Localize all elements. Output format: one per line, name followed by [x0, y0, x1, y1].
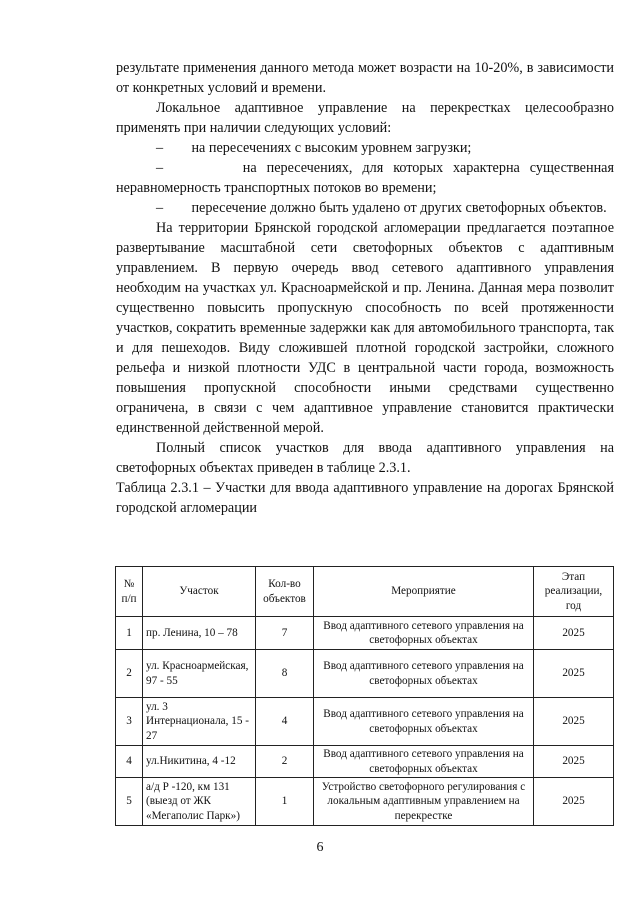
cell-stage: 2025: [534, 746, 614, 778]
cell-stage: 2025: [534, 778, 614, 826]
header-site: Участок: [143, 567, 256, 617]
paragraph-2: Локальное адаптивное управление на перекрестках целесообразно применять при наличии следующих условий:: [116, 100, 614, 136]
paragraph-1: результате применения данного метода может возрасти на 10-20%, в зависимости от конкретных условий и времени.: [116, 60, 614, 96]
cell-measure: Устройство светофорного регулирования с локальным адаптивным управлением на перекрестке: [314, 778, 534, 826]
cell-site: ул.Никитина, 4 -12: [143, 746, 256, 778]
cell-measure: Ввод адаптивного сетевого управления на светофорных объектах: [314, 617, 534, 650]
cell-measure: Ввод адаптивного сетевого управления на светофорных объектах: [314, 746, 534, 778]
cell-site: ул. 3 Интернационала, 15 - 27: [143, 698, 256, 746]
table-caption: Таблица 2.3.1 – Участки для ввода адаптивного управление на дорогах Брянской городской агломерации: [116, 480, 614, 516]
cell-num: 5: [116, 778, 143, 826]
cell-count: 2: [256, 746, 314, 778]
cell-num: 4: [116, 746, 143, 778]
cell-count: 8: [256, 650, 314, 698]
page-number: 6: [316, 840, 324, 855]
header-count: Кол-во объектов: [256, 567, 314, 617]
table-row: [116, 650, 614, 698]
measures-table: [115, 566, 614, 826]
cell-site: ул. Красноармейская, 97 - 55: [143, 650, 256, 698]
cell-count: 7: [256, 617, 314, 650]
paragraph-4: Полный список участков для ввода адаптивного управления на светофорных объектах приведен в таблице 2.3.1.: [116, 440, 614, 476]
table-row: [116, 746, 614, 778]
cell-stage: 2025: [534, 650, 614, 698]
cell-measure: Ввод адаптивного сетевого управления на светофорных объектах: [314, 698, 534, 746]
cell-stage: 2025: [534, 698, 614, 746]
bullet-3: – пересечение должно быть удалено от других светофорных объектов.: [156, 200, 607, 216]
table-row: [116, 778, 614, 826]
cell-num: 2: [116, 650, 143, 698]
cell-num: 3: [116, 698, 143, 746]
cell-stage: 2025: [534, 617, 614, 650]
cell-measure: Ввод адаптивного сетевого управления на светофорных объектах: [314, 650, 534, 698]
table-row: [116, 698, 614, 746]
header-stage: Этап реализации, год: [534, 567, 614, 617]
table-header-row: [116, 567, 614, 617]
bullet-2: – на пересечениях, для которых характерна существенная неравномерность транспортных потоков во времени;: [116, 160, 614, 196]
table-row: [116, 617, 614, 650]
body-text: [116, 58, 614, 518]
header-measure: Мероприятие: [314, 567, 534, 617]
cell-site: пр. Ленина, 10 – 78: [143, 617, 256, 650]
header-num: № п/п: [116, 567, 143, 617]
cell-count: 4: [256, 698, 314, 746]
cell-num: 1: [116, 617, 143, 650]
bullet-1: – на пересечениях с высоким уровнем загрузки;: [156, 140, 472, 156]
cell-site: а/д Р -120, км 131 (выезд от ЖК «Мегаполис Парк»): [143, 778, 256, 826]
paragraph-3: На территории Брянской городской агломерации предлагается поэтапное развертывание масштабной сети светофорных объектов с адаптивным управлением. В первую очередь ввод сетевого адаптивного управления необходим на участках ул. Красноармейской и пр. Ленина. Данная мера позволит существенно повысить пропускную способность по всей протяженности участков, сократить временные задержки как для автомобильного транспорта, так и для пешеходов. Виду сложившей плотной городской застройки, сложного рельефа и низкой плотности УДС в центральной части города, возможность повышения пропускной способности иными средствами существенно ограничена, в связи с чем адаптивное управление становится практически единственной действенной мерой.: [116, 220, 614, 436]
cell-count: 1: [256, 778, 314, 826]
